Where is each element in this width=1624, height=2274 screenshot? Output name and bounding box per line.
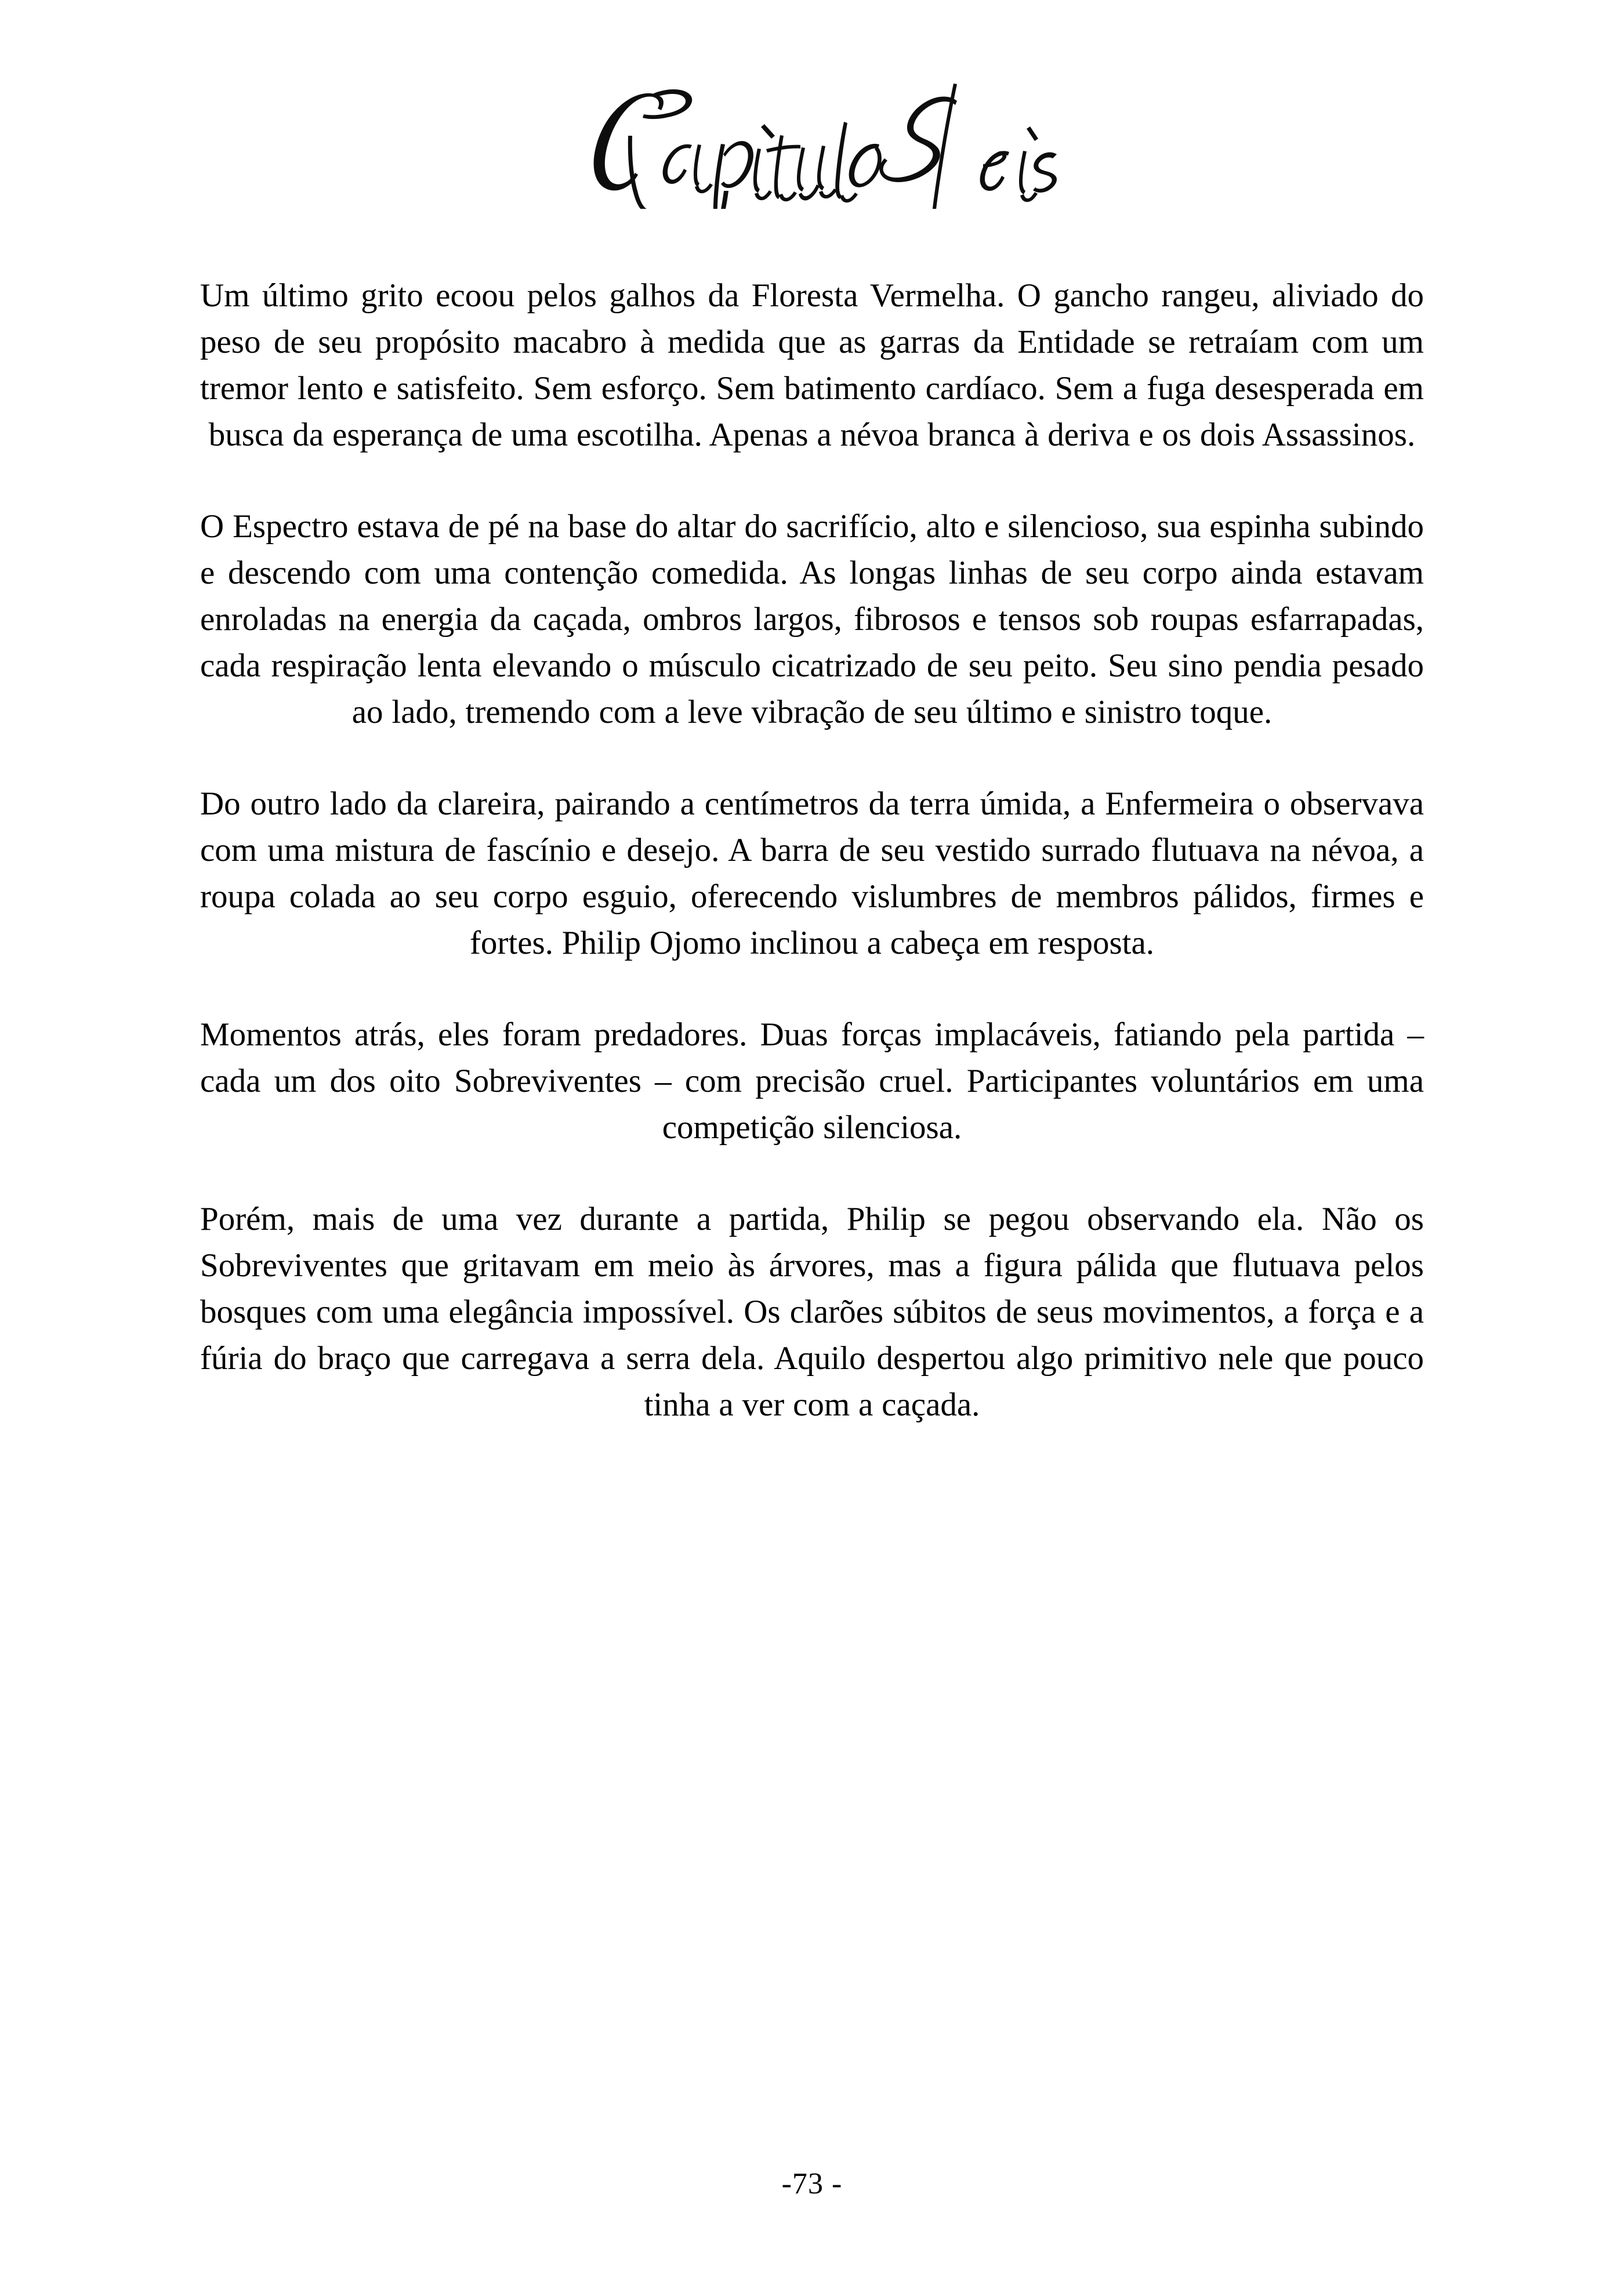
page-footer <box>0 2167 1624 2201</box>
chapter-title-script-artwork <box>551 75 1073 209</box>
paragraph-4: Momentos atrás, eles foram predadores. Duas forças implacáveis, fatiando pela partida – cada um dos oito Sobreviventes – com precisão cruel. Participantes voluntários em uma competição silenciosa. <box>200 1016 1424 1146</box>
paragraph-2: O Espectro estava de pé na base do altar do sacrifício, alto e silencioso, sua espinha subindo e descendo com uma contenção comedida. As longas linhas de seu corpo ainda estavam enroladas na energia da caçada, ombros largos, fibrosos e tensos sob roupas esfarrapadas, cada respiração lenta elevando o músculo cicatrizado de seu peito. Seu sino pendia pesado ao lado, tremendo com a leve vibração de seu último e sinistro toque. <box>200 508 1424 730</box>
body-text-block <box>200 273 1424 1428</box>
paragraph-5: Porém, mais de uma vez durante a partida, Philip se pegou observando ela. Não os Sobreviventes que gritavam em meio às árvores, mas a figura pálida que flutuava pelos bosques com uma elegância impossível. Os clarões súbitos de seus movimentos, a força e a fúria do braço que carregava a serra dela. Aquilo despertou algo primitivo nele que pouco tinha a ver com a caçada. <box>200 1201 1424 1423</box>
paragraph-3: Do outro lado da clareira, pairando a centímetros da terra úmida, a Enfermeira o observava com uma mistura de fascínio e desejo. A barra de seu vestido surrado flutuava na névoa, a roupa colada ao seu corpo esguio, oferecendo vislumbres de membros pálidos, firmes e fortes. Philip Ojomo inclinou a cabeça em resposta. <box>200 785 1424 961</box>
page-number: -73 - <box>781 2167 843 2200</box>
paragraph-1: Um último grito ecoou pelos galhos da Floresta Vermelha. O gancho rangeu, aliviado do peso de seu propósito macabro à medida que as garras da Entidade se retraíam com um tremor lento e satisfeito. Sem esforço. Sem batimento cardíaco. Sem a fuga desesperada em busca da esperança de uma escotilha. Apenas a névoa branca à deriva e os dois Assassinos. <box>200 277 1424 453</box>
chapter-title <box>0 75 1624 209</box>
